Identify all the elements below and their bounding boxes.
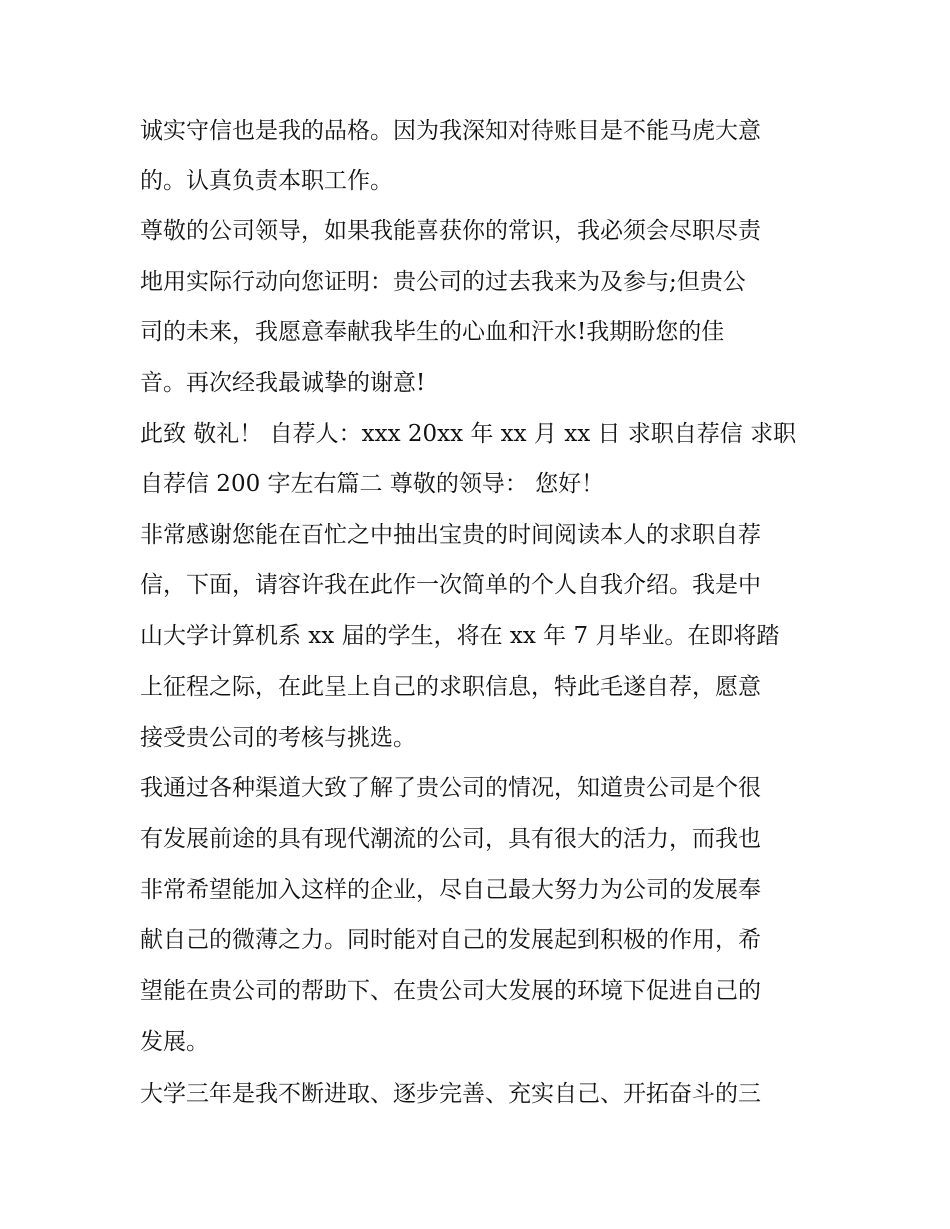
- text-line: 信，下面，请容许我在此作一次简单的个人自我介绍。我是中: [140, 572, 761, 598]
- text-line: 发展。: [140, 1029, 209, 1055]
- text-line: 诚实守信也是我的品格。因为我深知对待账目是不能马虎大意: [140, 118, 761, 144]
- text-line: 献自己的微薄之力。同时能对自己的发展起到积极的作用，希: [140, 927, 761, 953]
- text-line: 非常感谢您能在百忙之中抽出宝贵的时间阅读本人的求职自荐: [140, 522, 761, 548]
- text-line: 司的未来，我愿意奉献我毕生的心血和汗水!我期盼您的佳: [140, 319, 725, 345]
- text-line: 非常希望能加入这样的企业，尽自己最大努力为公司的发展奉: [140, 877, 761, 903]
- text-line: 尊敬的公司领导，如果我能喜获你的常识，我必须会尽职尽责: [140, 218, 761, 244]
- text-line: 我通过各种渠道大致了解了贵公司的情况，知道贵公司是个很: [140, 775, 761, 801]
- text-line: 山大学计算机系 xx 届的学生，将在 xx 年 7 月毕业。在即将踏: [140, 623, 780, 649]
- text-line: 有发展前途的具有现代潮流的公司，具有很大的活力，而我也: [140, 826, 761, 852]
- text-line: 音。再次经我最诚挚的谢意!: [140, 370, 426, 396]
- text-line: 望能在贵公司的帮助下、在贵公司大发展的环境下促进自己的: [140, 978, 761, 1004]
- text-line: 地用实际行动向您证明：贵公司的过去我来为及参与;但贵公: [140, 269, 746, 295]
- text-line: 的。认真负责本职工作。: [140, 168, 393, 194]
- text-line: 自荐信 200 字左右篇二 尊敬的领导： 您好！: [140, 471, 605, 497]
- text-line: 大学三年是我不断进取、逐步完善、充实自己、开拓奋斗的三: [140, 1081, 761, 1107]
- text-line: 此致 敬礼！ 自荐人：xxx 20xx 年 xx 月 xx 日 求职自荐信 求职: [140, 421, 797, 447]
- text-line: 上征程之际，在此呈上自己的求职信息，特此毛遂自荐，愿意: [140, 674, 761, 700]
- text-line: 接受贵公司的考核与挑选。: [140, 725, 416, 751]
